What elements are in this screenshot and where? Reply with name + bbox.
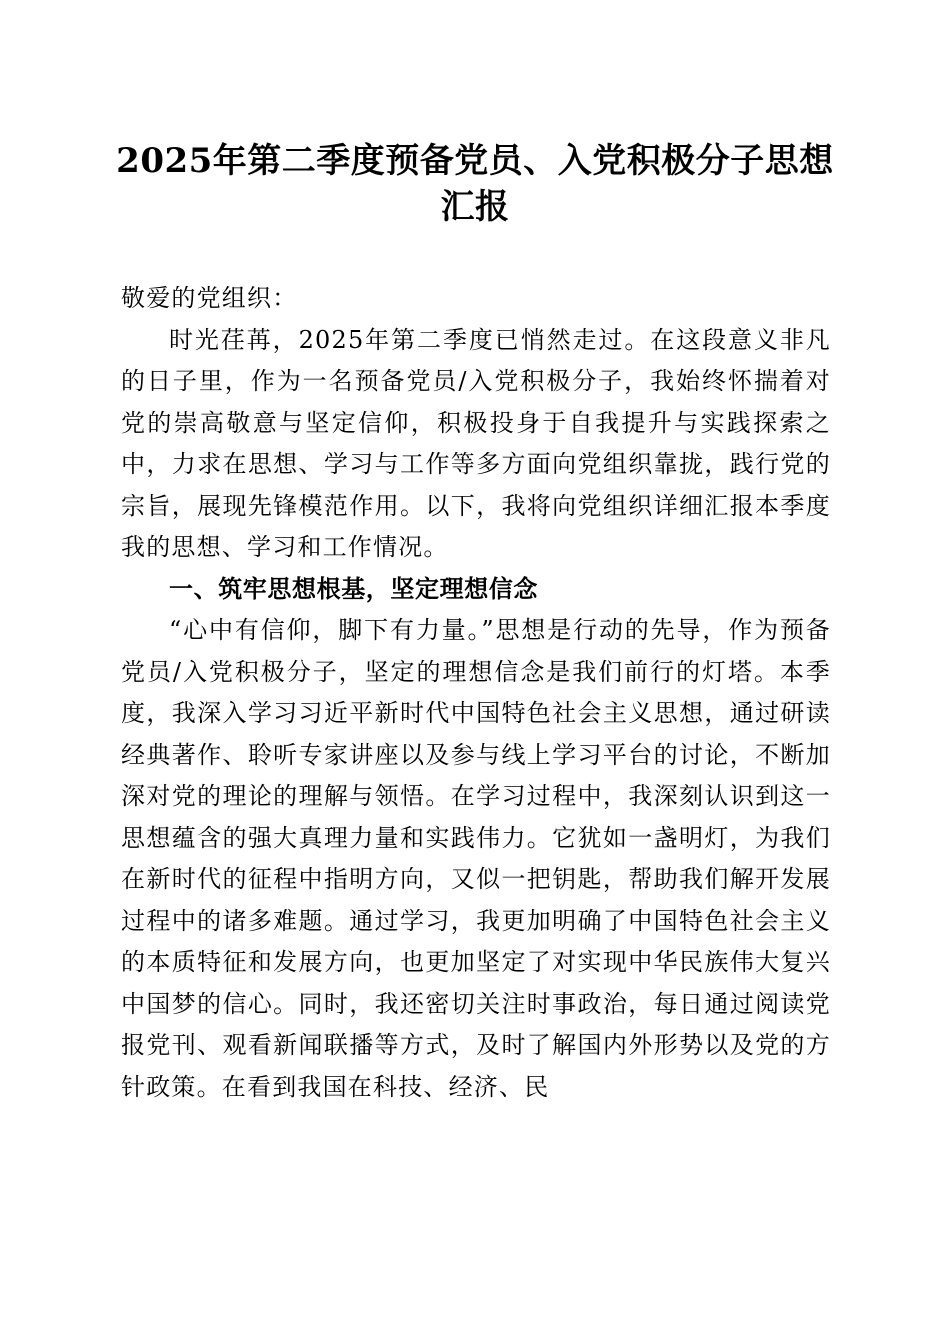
- document-body: [121, 278, 831, 1108]
- document-title: 2025年第二季度预备党员、入党积极分子思想汇报: [116, 141, 834, 227]
- section-heading: 一、筑牢思想根基，坚定理想信念: [169, 574, 538, 603]
- intro-paragraph: 时光荏苒，2025年第二季度已悄然走过。在这段意义非凡的日子里，作为一名预备党员/入党积极分子，我始终怀揣着对党的崇高敬意与坚定信仰，积极投身于自我提升与实践探索之中，力求在思想、学习与工作等多方面向党组织靠拢，践行党的宗旨，展现先锋模范作用。以下，我将向党组织详细汇报本季度我的思想、学习和工作情况。: [121, 325, 831, 561]
- section-paragraph: “心中有信仰，脚下有力量。”思想是行动的先导，作为预备党员/入党积极分子，坚定的理想信念是我们前行的灯塔。本季度，我深入学习习近平新时代中国特色社会主义思想，通过研读经典著作、聆听专家讲座以及参与线上学习平台的讨论，不断加深对党的理论的理解与领悟。在学习过程中，我深刻认识到这一思想蕴含的强大真理力量和实践伟力。它犹如一盏明灯，为我们在新时代的征程中指明方向，又似一把钥匙，帮助我们解开发展过程中的诸多难题。通过学习，我更加明确了中国特色社会主义的本质特征和发展方向，也更加坚定了对实现中华民族伟大复兴中国梦的信心。同时，我还密切关注时事政治，每日通过阅读党报党刊、观看新闻联播等方式，及时了解国内外形势以及党的方针政策。在看到我国在科技、经济、民: [121, 616, 831, 1101]
- salutation: 敬爱的党组织：: [121, 284, 298, 312]
